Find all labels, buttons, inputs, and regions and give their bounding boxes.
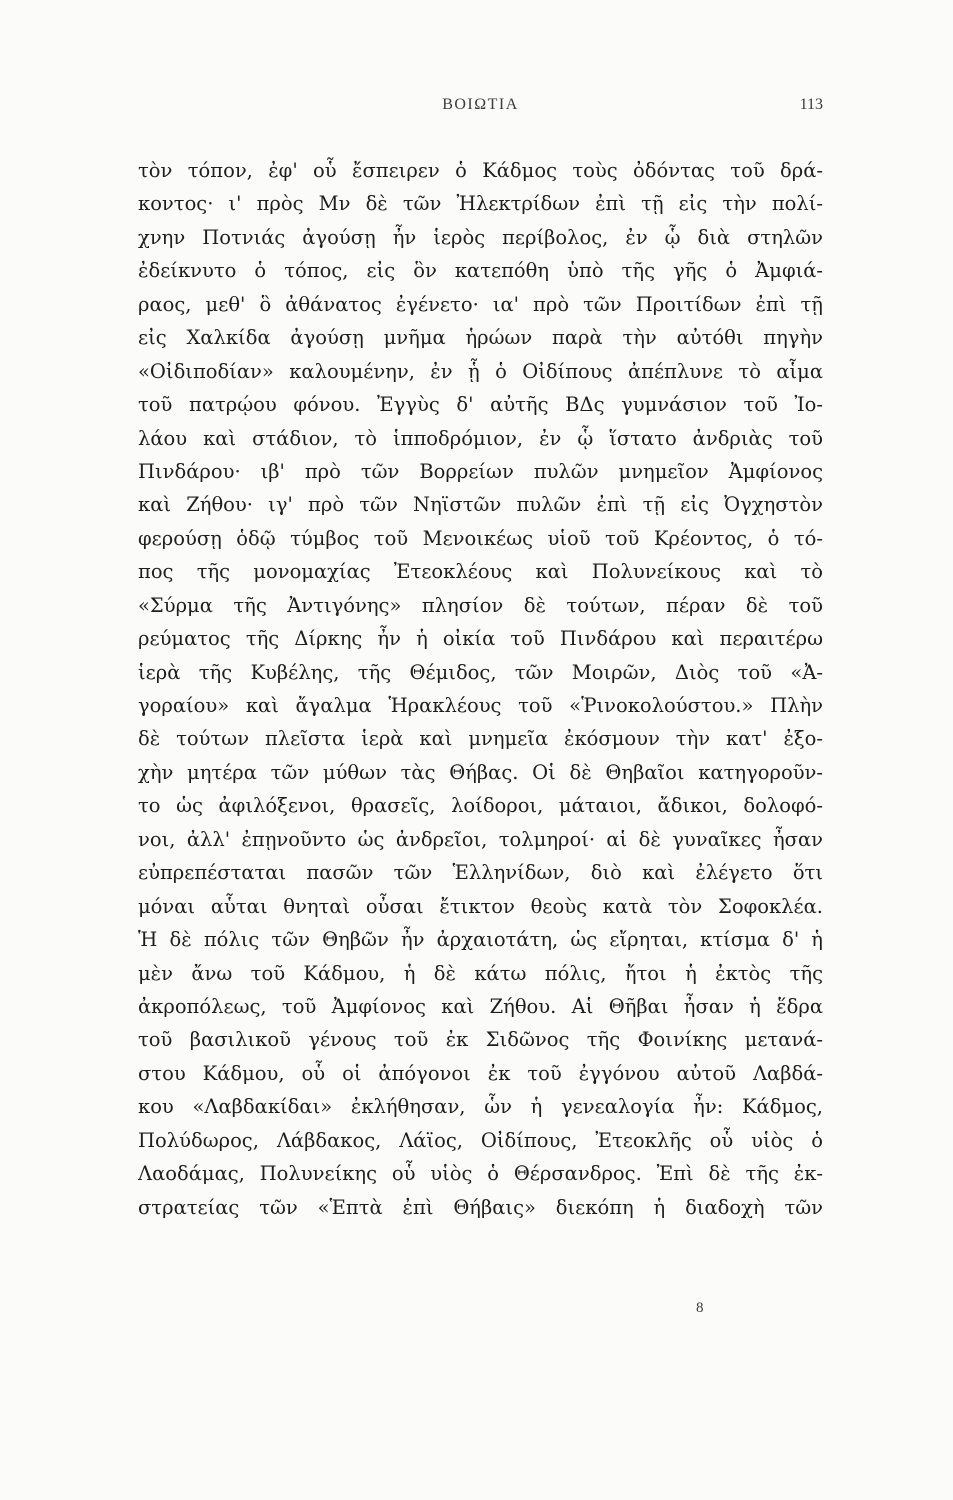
text-line: λάου καὶ στάδιον, τὸ ἱπποδρόμιον, ἐν ᾧ ἵστατο ἀνδριὰς τοῦ	[138, 426, 823, 450]
text-line: στρατείας τῶν «Ἑπτὰ ἐπὶ Θήβαις» διεκόπη ἡ διαδοχὴ τῶν	[138, 1195, 823, 1219]
text-line: ρεύματος τῆς Δίρκης ἦν ἡ οἰκία τοῦ Πινδάρου καὶ περαιτέρω	[138, 627, 823, 651]
text-line: ἐδείκνυτο ὁ τόπος, εἰς ὃν κατεπόθη ὑπὸ τῆς γῆς ὁ Ἀμφιά-	[138, 259, 823, 283]
text-line: εὐπρεπέσταται πασῶν τῶν Ἑλληνίδων, διὸ καὶ ἐλέγετο ὅτι	[138, 861, 823, 885]
text-line: Πολύδωρος, Λάβδακος, Λάϊος, Οἰδίπους, Ἐτεοκλῆς οὗ υἱὸς ὁ	[138, 1128, 823, 1152]
text-line: χνην Ποτνιάς ἀγούσῃ ἦν ἱερὸς περίβολος, ἐν ᾧ διὰ στηλῶν	[138, 225, 823, 249]
running-title: ΒΟΙΩΤΙΑ	[442, 96, 519, 113]
text-line: Πινδάρου· ιβ' πρὸ τῶν Βορρείων πυλῶν μνημεῖον Ἀμφίονος	[138, 459, 823, 483]
text-line: Ἡ δὲ πόλις τῶν Θηβῶν ἦν ἀρχαιοτάτη, ὡς εἴρηται, κτίσμα δ' ἡ	[138, 928, 823, 952]
text-line: τὸν τόπον, ἐφ' οὗ ἔσπειρεν ὁ Κάδμος τοὺς ὀδόντας τοῦ δρά-	[138, 159, 823, 182]
text-line: μόναι αὗται θνηταὶ οὖσαι ἔτικτον θεοὺς κατὰ τὸν Σοφοκλέα.	[138, 894, 823, 918]
text-line: Λαοδάμας, Πολυνείκης οὗ υἱὸς ὁ Θέρσανδρος. Ἐπὶ δὲ τῆς ἐκ-	[138, 1162, 823, 1186]
text-line: ἱερὰ τῆς Κυβέλης, τῆς Θέμιδος, τῶν Μοιρῶν, Διὸς τοῦ «Ἀ-	[138, 660, 823, 684]
text-line: μὲν ἄνω τοῦ Κάδμου, ἡ δὲ κάτω πόλις, ἤτοι ἡ ἐκτὸς τῆς	[138, 961, 823, 985]
text-line: κοντος· ι' πρὸς Μν δὲ τῶν Ἠλεκτρίδων ἐπὶ τῇ εἰς τὴν πολί-	[138, 192, 823, 216]
signature-mark: 8	[696, 1300, 704, 1316]
page-header	[138, 96, 823, 126]
text-line: τοῦ βασιλικοῦ γένους τοῦ ἐκ Σιδῶνος τῆς Φοινίκης μετανά-	[138, 1028, 823, 1052]
text-line: νοι, ἀλλ' ἐπῃνοῦντο ὡς ἀνδρεῖοι, τολμηροί· αἱ δὲ γυναῖκες ἦσαν	[138, 827, 823, 851]
text-line: γοραίου» καὶ ἄγαλμα Ἡρακλέους τοῦ «Ῥινοκολούστου.» Πλὴν	[138, 694, 823, 717]
text-line: εἰς Χαλκίδα ἀγούσῃ μνῆμα ἡρώων παρὰ τὴν αὐτόθι πηγὴν	[138, 326, 823, 350]
text-line: το ὡς ἀφιλόξενοι, θρασεῖς, λοίδοροι, μάταιοι, ἄδικοι, δολοφό-	[138, 794, 823, 818]
text-line: «Οἰδιποδίαν» καλουμένην, ἐν ᾗ ὁ Οἰδίπους ἀπέπλυνε τὸ αἷμα	[138, 359, 823, 383]
body-text	[138, 154, 823, 1224]
text-line: καὶ Ζήθου· ιγ' πρὸ τῶν Νηϊστῶν πυλῶν ἐπὶ τῇ εἰς Ὀγχηστὸν	[138, 493, 823, 517]
text-line: τοῦ πατρῴου φόνου. Ἐγγὺς δ' αὐτῆς ΒΔς γυμνάσιον τοῦ Ἰο-	[138, 393, 823, 417]
page-number: 113	[799, 96, 823, 113]
text-line: χὴν μητέρα τῶν μύθων τὰς Θήβας. Οἱ δὲ Θηβαῖοι κατηγοροῦν-	[138, 760, 823, 784]
text-line: «Σύρμα τῆς Ἀντιγόνης» πλησίον δὲ τούτων, πέραν δὲ τοῦ	[138, 593, 823, 617]
text-line: ἀκροπόλεως, τοῦ Ἀμφίονος καὶ Ζήθου. Αἱ Θῆβαι ἦσαν ἡ ἕδρα	[138, 994, 823, 1018]
text-line: φερούσῃ ὁδῷ τύμβος τοῦ Μενοικέως υἱοῦ τοῦ Κρέοντος, ὁ τό-	[138, 526, 823, 550]
text-line: πος τῆς μονομαχίας Ἐτεοκλέους καὶ Πολυνείκους καὶ τὸ	[138, 560, 823, 584]
text-line: δὲ τούτων πλεῖστα ἱερὰ καὶ μνημεῖα ἐκόσμουν τὴν κατ' ἐξο-	[138, 727, 823, 751]
text-line: ραος, μεθ' ὃ ἀθάνατος ἐγένετο· ια' πρὸ τῶν Προιτίδων ἐπὶ τῇ	[138, 292, 823, 316]
text-line: στου Κάδμου, οὗ οἱ ἀπόγονοι ἐκ τοῦ ἐγγόνου αὐτοῦ Λαβδά-	[138, 1061, 823, 1085]
text-line: κου «Λαβδακίδαι» ἐκλήθησαν, ὧν ἡ γενεαλογία ἦν: Κάδμος,	[138, 1095, 823, 1119]
